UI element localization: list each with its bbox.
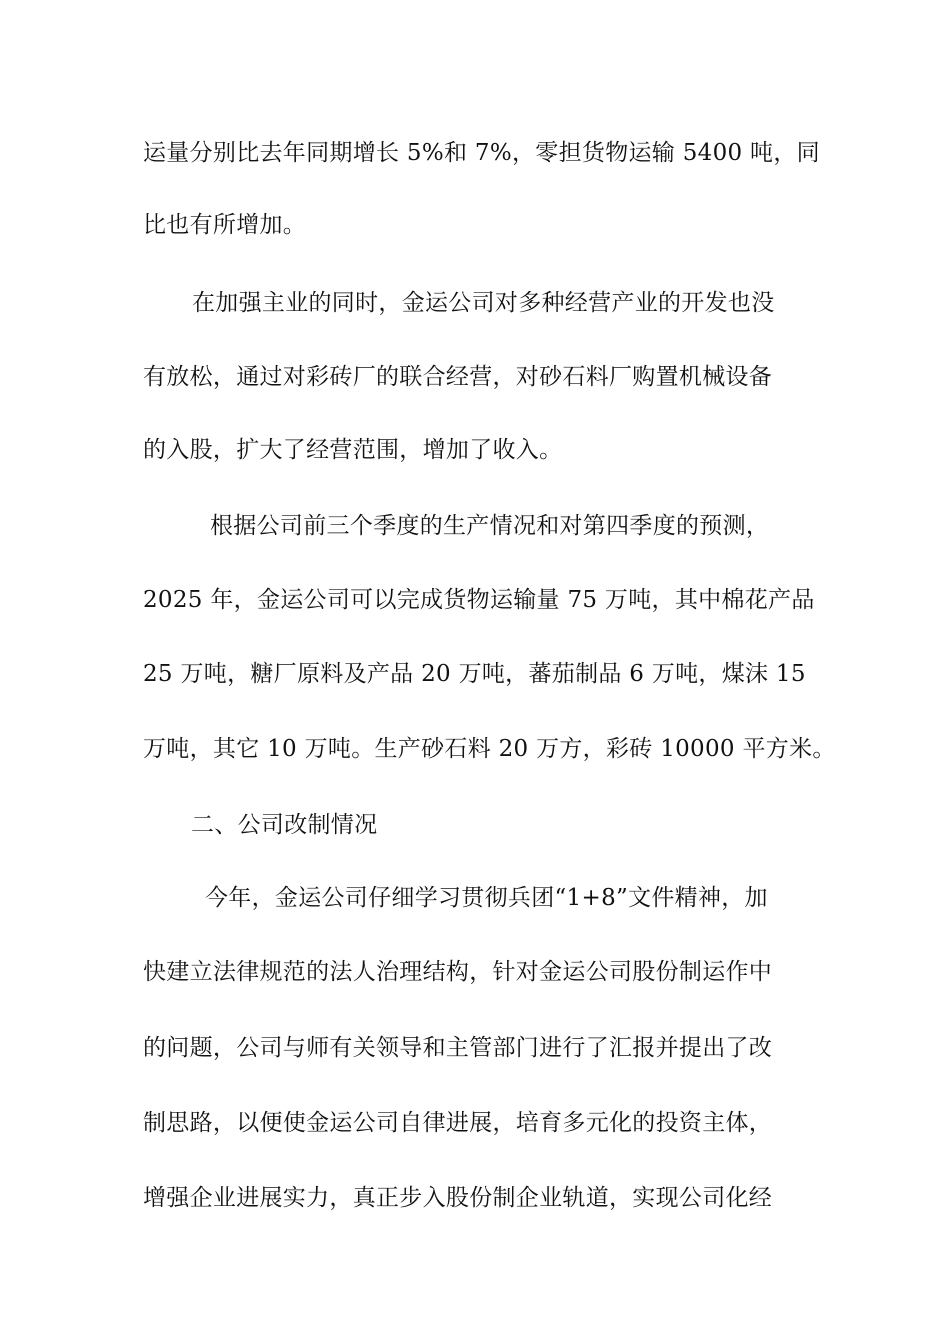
text-line-15: 增强企业进展实力，真正步入股份制企业轨道，实现公司化经 (143, 1185, 773, 1211)
section-heading: 二、公司改制情况 (191, 812, 378, 838)
text-line-14: 制思路，以便使金运公司自律进展，培育多元化的投资主体， (143, 1110, 773, 1136)
text-line-13: 的问题，公司与师有关领导和主管部门进行了汇报并提出了改 (143, 1035, 773, 1061)
text-line-9: 万吨，其它 10 万吨。生产砂石料 20 万方，彩砖 10000 平方米。 (143, 736, 836, 762)
text-line-6: 根据公司前三个季度的生产情况和对第四季度的预测， (210, 513, 770, 539)
text-line-3: 在加强主业的同时，金运公司对多种经营产业的开发也没 (192, 290, 775, 316)
text-line-12: 快建立法律规范的法人治理结构，针对金运公司股份制运作中 (143, 959, 773, 985)
text-line-8: 25 万吨，糖厂原料及产品 20 万吨，蕃茄制品 6 万吨，煤沫 15 (143, 661, 806, 687)
text-line-1: 运量分别比去年同期增长 5%和 7%，零担货物运输 5400 吨，同 (143, 140, 820, 166)
text-line-5: 的入股，扩大了经营范围，增加了收入。 (143, 437, 563, 463)
text-line-7: 2025 年，金运公司可以完成货物运输量 75 万吨，其中棉花产品 (143, 587, 815, 613)
text-line-2: 比也有所增加。 (143, 212, 307, 238)
text-line-4: 有放松，通过对彩砖厂的联合经营，对砂石料厂购置机械设备 (143, 364, 773, 390)
text-line-11: 今年，金运公司仔细学习贯彻兵团“1+8”文件精神，加 (205, 885, 768, 911)
